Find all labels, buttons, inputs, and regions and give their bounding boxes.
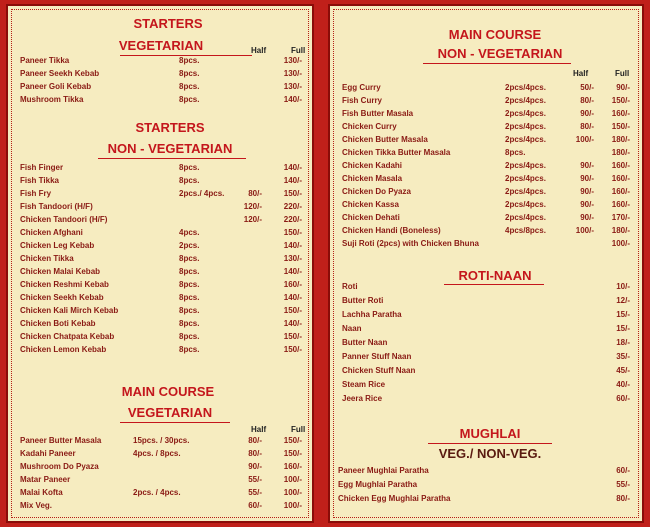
item-half-price: 90/- (580, 213, 594, 222)
menu-item-row (330, 83, 642, 96)
item-name: Steam Rice (342, 380, 386, 389)
menu-item-row (330, 494, 642, 507)
menu-item-row (8, 189, 312, 202)
item-quantity: 8pcs. (179, 95, 200, 104)
item-name: Chicken Kadahi (342, 161, 403, 170)
item-full-price: 35/- (616, 352, 630, 361)
menu-item-row (8, 293, 312, 306)
item-full-price: 130/- (283, 254, 302, 263)
item-full-price: 10/- (616, 282, 630, 291)
starters-nonveg-title: STARTERS (135, 120, 205, 135)
item-full-price: 140/- (283, 267, 302, 276)
non-vegetarian-title: NON - VEGETARIAN (107, 141, 233, 156)
item-half-price: 90/- (580, 174, 594, 183)
menu-item-row (8, 436, 312, 449)
item-name: Kadahi Paneer (20, 449, 76, 458)
mughlai-title: MUGHLAI (459, 426, 521, 441)
item-name: Chicken Leg Kebab (20, 241, 95, 250)
menu-item-row (330, 366, 642, 379)
item-name: Jeera Rice (342, 394, 383, 403)
menu-item-row (8, 462, 312, 475)
item-quantity: 8pcs. (179, 176, 200, 185)
item-name: Chicken Afghani (20, 228, 83, 237)
item-name: Suji Roti (2pcs) with Chicken Bhuna (342, 239, 479, 248)
item-half-price: 80/- (580, 96, 594, 105)
item-full-price: 150/- (283, 436, 302, 445)
menu-item-row (330, 213, 642, 226)
item-half-price: 60/- (248, 501, 262, 510)
item-quantity: 2pcs/4pcs. (505, 200, 546, 209)
item-name: Egg Mughlai Paratha (338, 480, 418, 489)
item-half-price: 90/- (580, 161, 594, 170)
item-name: Paneer Seekh Kebab (20, 69, 100, 78)
menu-item-row (330, 161, 642, 174)
menu-item-row (8, 345, 312, 358)
item-quantity: 8pcs. (179, 306, 200, 315)
item-half-price: 90/- (248, 462, 262, 471)
item-quantity: 2pcs/4pcs. (505, 83, 546, 92)
menu-item-row (330, 380, 642, 393)
item-half-price: 120/- (243, 202, 262, 211)
item-full-price: 150/- (283, 228, 302, 237)
item-full-price: 140/- (283, 163, 302, 172)
item-half-price: 90/- (580, 187, 594, 196)
item-full-price: 160/- (611, 200, 630, 209)
item-full-price: 100/- (611, 239, 630, 248)
heading-underline (98, 158, 246, 159)
item-name: Paneer Goli Kebab (20, 82, 92, 91)
item-name: Mushroom Do Pyaza (20, 462, 99, 471)
item-name: Chicken Tikka Butter Masala (342, 148, 451, 157)
menu-item-row (8, 488, 312, 501)
item-name: Chicken Kassa (342, 200, 399, 209)
menu-item-row (330, 96, 642, 109)
item-full-price: 150/- (283, 332, 302, 341)
menu-item-row (330, 174, 642, 187)
half-column-header: Half (251, 46, 267, 55)
menu-item-row (330, 324, 642, 337)
item-quantity: 2pcs. / 4pcs. (133, 488, 181, 497)
item-half-price: 50/- (580, 83, 594, 92)
item-name: Chicken Stuff Naan (342, 366, 416, 375)
left-menu-panel (6, 4, 314, 523)
menu-item-row (8, 241, 312, 254)
item-half-price: 90/- (580, 109, 594, 118)
item-quantity: 8pcs. (179, 56, 200, 65)
menu-item-row (330, 352, 642, 365)
item-name: Lachha Paratha (342, 310, 402, 319)
item-full-price: 160/- (283, 462, 302, 471)
item-quantity: 2pcs/4pcs. (505, 187, 546, 196)
item-full-price: 150/- (283, 189, 302, 198)
half-column-header: Half (573, 69, 589, 78)
menu-item-row (8, 215, 312, 228)
item-name: Chicken Handi (Boneless) (342, 226, 441, 235)
item-full-price: 160/- (611, 109, 630, 118)
item-name: Chicken Tandoori (H/F) (20, 215, 108, 224)
menu-item-row (8, 501, 312, 514)
half-column-header: Half (251, 425, 267, 434)
item-quantity: 4pcs. (179, 228, 200, 237)
item-full-price: 160/- (283, 280, 302, 289)
item-full-price: 220/- (283, 202, 302, 211)
item-name: Fish Finger (20, 163, 64, 172)
item-full-price: 60/- (616, 466, 630, 475)
item-full-price: 18/- (616, 338, 630, 347)
full-column-header: Full (291, 46, 306, 55)
menu-item-row (330, 148, 642, 161)
item-quantity: 8pcs. (179, 319, 200, 328)
item-name: Fish Tandoori (H/F) (20, 202, 93, 211)
menu-item-row (330, 466, 642, 479)
item-name: Mushroom Tikka (20, 95, 84, 104)
item-quantity: 2pcs/4pcs. (505, 161, 546, 170)
item-full-price: 100/- (283, 475, 302, 484)
item-full-price: 55/- (616, 480, 630, 489)
item-full-price: 140/- (283, 293, 302, 302)
item-quantity: 2pcs/4pcs. (505, 135, 546, 144)
nonveg-subtitle: NON - VEGETARIAN (437, 46, 563, 61)
item-full-price: 180/- (611, 226, 630, 235)
item-full-price: 150/- (283, 306, 302, 315)
item-name: Chicken Do Pyaza (342, 187, 411, 196)
heading-underline (428, 443, 552, 444)
item-quantity: 2pcs./ 4pcs. (179, 189, 225, 198)
menu-item-row (8, 280, 312, 293)
item-name: Paneer Mughlai Paratha (338, 466, 429, 475)
menu-item-row (330, 282, 642, 295)
item-half-price: 80/- (248, 449, 262, 458)
item-half-price: 80/- (580, 122, 594, 131)
item-full-price: 100/- (283, 488, 302, 497)
menu-item-row (330, 296, 642, 309)
item-full-price: 130/- (283, 82, 302, 91)
item-half-price: 80/- (248, 189, 262, 198)
menu-item-row (8, 306, 312, 319)
menu-item-row (8, 163, 312, 176)
item-name: Butter Roti (342, 296, 384, 305)
item-name: Chicken Seekh Kebab (20, 293, 104, 302)
menu-item-row (8, 82, 312, 95)
item-name: Chicken Dehati (342, 213, 400, 222)
item-name: Paneer Butter Masala (20, 436, 102, 445)
item-name: Chicken Egg Mughlai Paratha (338, 494, 451, 503)
menu-item-row (8, 69, 312, 82)
item-quantity: 8pcs. (179, 345, 200, 354)
item-quantity: 8pcs. (179, 267, 200, 276)
item-full-price: 45/- (616, 366, 630, 375)
item-half-price: 100/- (575, 135, 594, 144)
item-full-price: 12/- (616, 296, 630, 305)
item-quantity: 8pcs. (179, 332, 200, 341)
roti-naan-title: ROTI-NAAN (458, 268, 532, 283)
heading-underline (120, 422, 230, 423)
item-name: Paneer Tikka (20, 56, 70, 65)
menu-item-row (330, 135, 642, 148)
item-name: Chicken Butter Masala (342, 135, 428, 144)
vegetarian-title: VEGETARIAN (118, 38, 204, 53)
item-full-price: 150/- (283, 345, 302, 354)
item-half-price: 90/- (580, 200, 594, 209)
item-quantity: 2pcs. (179, 241, 200, 250)
menu-item-row (330, 310, 642, 323)
heading-underline (423, 63, 571, 64)
item-quantity: 8pcs. (505, 148, 526, 157)
menu-item-row (330, 338, 642, 351)
item-name: Fish Curry (342, 96, 383, 105)
item-full-price: 140/- (283, 176, 302, 185)
item-name: Roti (342, 282, 358, 291)
item-full-price: 15/- (616, 310, 630, 319)
item-name: Chicken Lemon Kebab (20, 345, 107, 354)
menu-item-row (330, 200, 642, 213)
item-name: Chicken Reshmi Kebab (20, 280, 109, 289)
item-name: Naan (342, 324, 362, 333)
item-full-price: 220/- (283, 215, 302, 224)
item-name: Chicken Curry (342, 122, 397, 131)
menu-item-row (330, 394, 642, 407)
item-quantity: 8pcs. (179, 293, 200, 302)
main-veg-subtitle: VEGETARIAN (127, 405, 213, 420)
menu-item-row (8, 254, 312, 267)
menu-item-row (8, 475, 312, 488)
mughlai-subtitle: VEG./ NON-VEG. (438, 446, 542, 461)
item-full-price: 130/- (283, 69, 302, 78)
main-course-veg-title: MAIN COURSE (121, 384, 215, 399)
main-course-nonveg-title: MAIN COURSE (448, 27, 542, 42)
item-quantity: 2pcs/4pcs. (505, 96, 546, 105)
item-half-price: 100/- (575, 226, 594, 235)
item-full-price: 80/- (616, 494, 630, 503)
item-name: Panner Stuff Naan (342, 352, 412, 361)
item-quantity: 2pcs/4pcs. (505, 174, 546, 183)
menu-item-row (8, 332, 312, 345)
item-quantity: 8pcs. (179, 280, 200, 289)
menu-item-row (330, 226, 642, 239)
menu-item-row (8, 319, 312, 332)
item-full-price: 140/- (283, 95, 302, 104)
menu-item-row (330, 122, 642, 135)
menu-item-row (8, 202, 312, 215)
menu-item-row (330, 187, 642, 200)
item-name: Matar Paneer (20, 475, 71, 484)
item-half-price: 55/- (248, 488, 262, 497)
item-full-price: 140/- (283, 241, 302, 250)
item-quantity: 8pcs. (179, 254, 200, 263)
item-name: Mix Veg. (20, 501, 53, 510)
item-quantity: 4pcs. / 8pcs. (133, 449, 181, 458)
item-full-price: 100/- (283, 501, 302, 510)
item-name: Malai Kofta (20, 488, 63, 497)
menu-item-row (8, 95, 312, 108)
item-quantity: 4pcs/8pcs. (505, 226, 546, 235)
right-menu-panel (328, 4, 644, 523)
item-quantity: 2pcs/4pcs. (505, 122, 546, 131)
full-column-header: Full (291, 425, 306, 434)
menu-item-row (8, 176, 312, 189)
item-full-price: 160/- (611, 161, 630, 170)
item-full-price: 150/- (611, 122, 630, 131)
item-full-price: 170/- (611, 213, 630, 222)
item-full-price: 130/- (283, 56, 302, 65)
item-name: Fish Butter Masala (342, 109, 414, 118)
item-full-price: 140/- (283, 319, 302, 328)
item-full-price: 160/- (611, 187, 630, 196)
item-name: Chicken Kali Mirch Kebab (20, 306, 119, 315)
item-name: Chicken Tikka (20, 254, 74, 263)
item-full-price: 40/- (616, 380, 630, 389)
starters-veg-title: STARTERS (133, 16, 203, 31)
item-half-price: 120/- (243, 215, 262, 224)
item-name: Chicken Malai Kebab (20, 267, 101, 276)
item-full-price: 150/- (611, 96, 630, 105)
item-full-price: 60/- (616, 394, 630, 403)
item-quantity: 8pcs. (179, 82, 200, 91)
item-full-price: 160/- (611, 174, 630, 183)
item-quantity: 8pcs. (179, 163, 200, 172)
item-half-price: 80/- (248, 436, 262, 445)
menu-item-row (8, 449, 312, 462)
item-full-price: 90/- (616, 83, 630, 92)
item-name: Fish Fry (20, 189, 52, 198)
menu-item-row (8, 267, 312, 280)
item-name: Chicken Chatpata Kebab (20, 332, 115, 341)
item-name: Butter Naan (342, 338, 388, 347)
menu-item-row (8, 56, 312, 69)
item-full-price: 180/- (611, 148, 630, 157)
item-name: Chicken Boti Kebab (20, 319, 96, 328)
item-quantity: 2pcs/4pcs. (505, 109, 546, 118)
menu-item-row (330, 239, 642, 252)
item-name: Fish Tikka (20, 176, 59, 185)
item-full-price: 150/- (283, 449, 302, 458)
item-quantity: 2pcs/4pcs. (505, 213, 546, 222)
item-quantity: 8pcs. (179, 69, 200, 78)
item-full-price: 180/- (611, 135, 630, 144)
item-half-price: 55/- (248, 475, 262, 484)
item-name: Chicken Masala (342, 174, 403, 183)
full-column-header: Full (615, 69, 630, 78)
item-name: Egg Curry (342, 83, 381, 92)
item-quantity: 15pcs. / 30pcs. (133, 436, 190, 445)
menu-item-row (330, 480, 642, 493)
menu-item-row (8, 228, 312, 241)
item-full-price: 15/- (616, 324, 630, 333)
menu-item-row (330, 109, 642, 122)
